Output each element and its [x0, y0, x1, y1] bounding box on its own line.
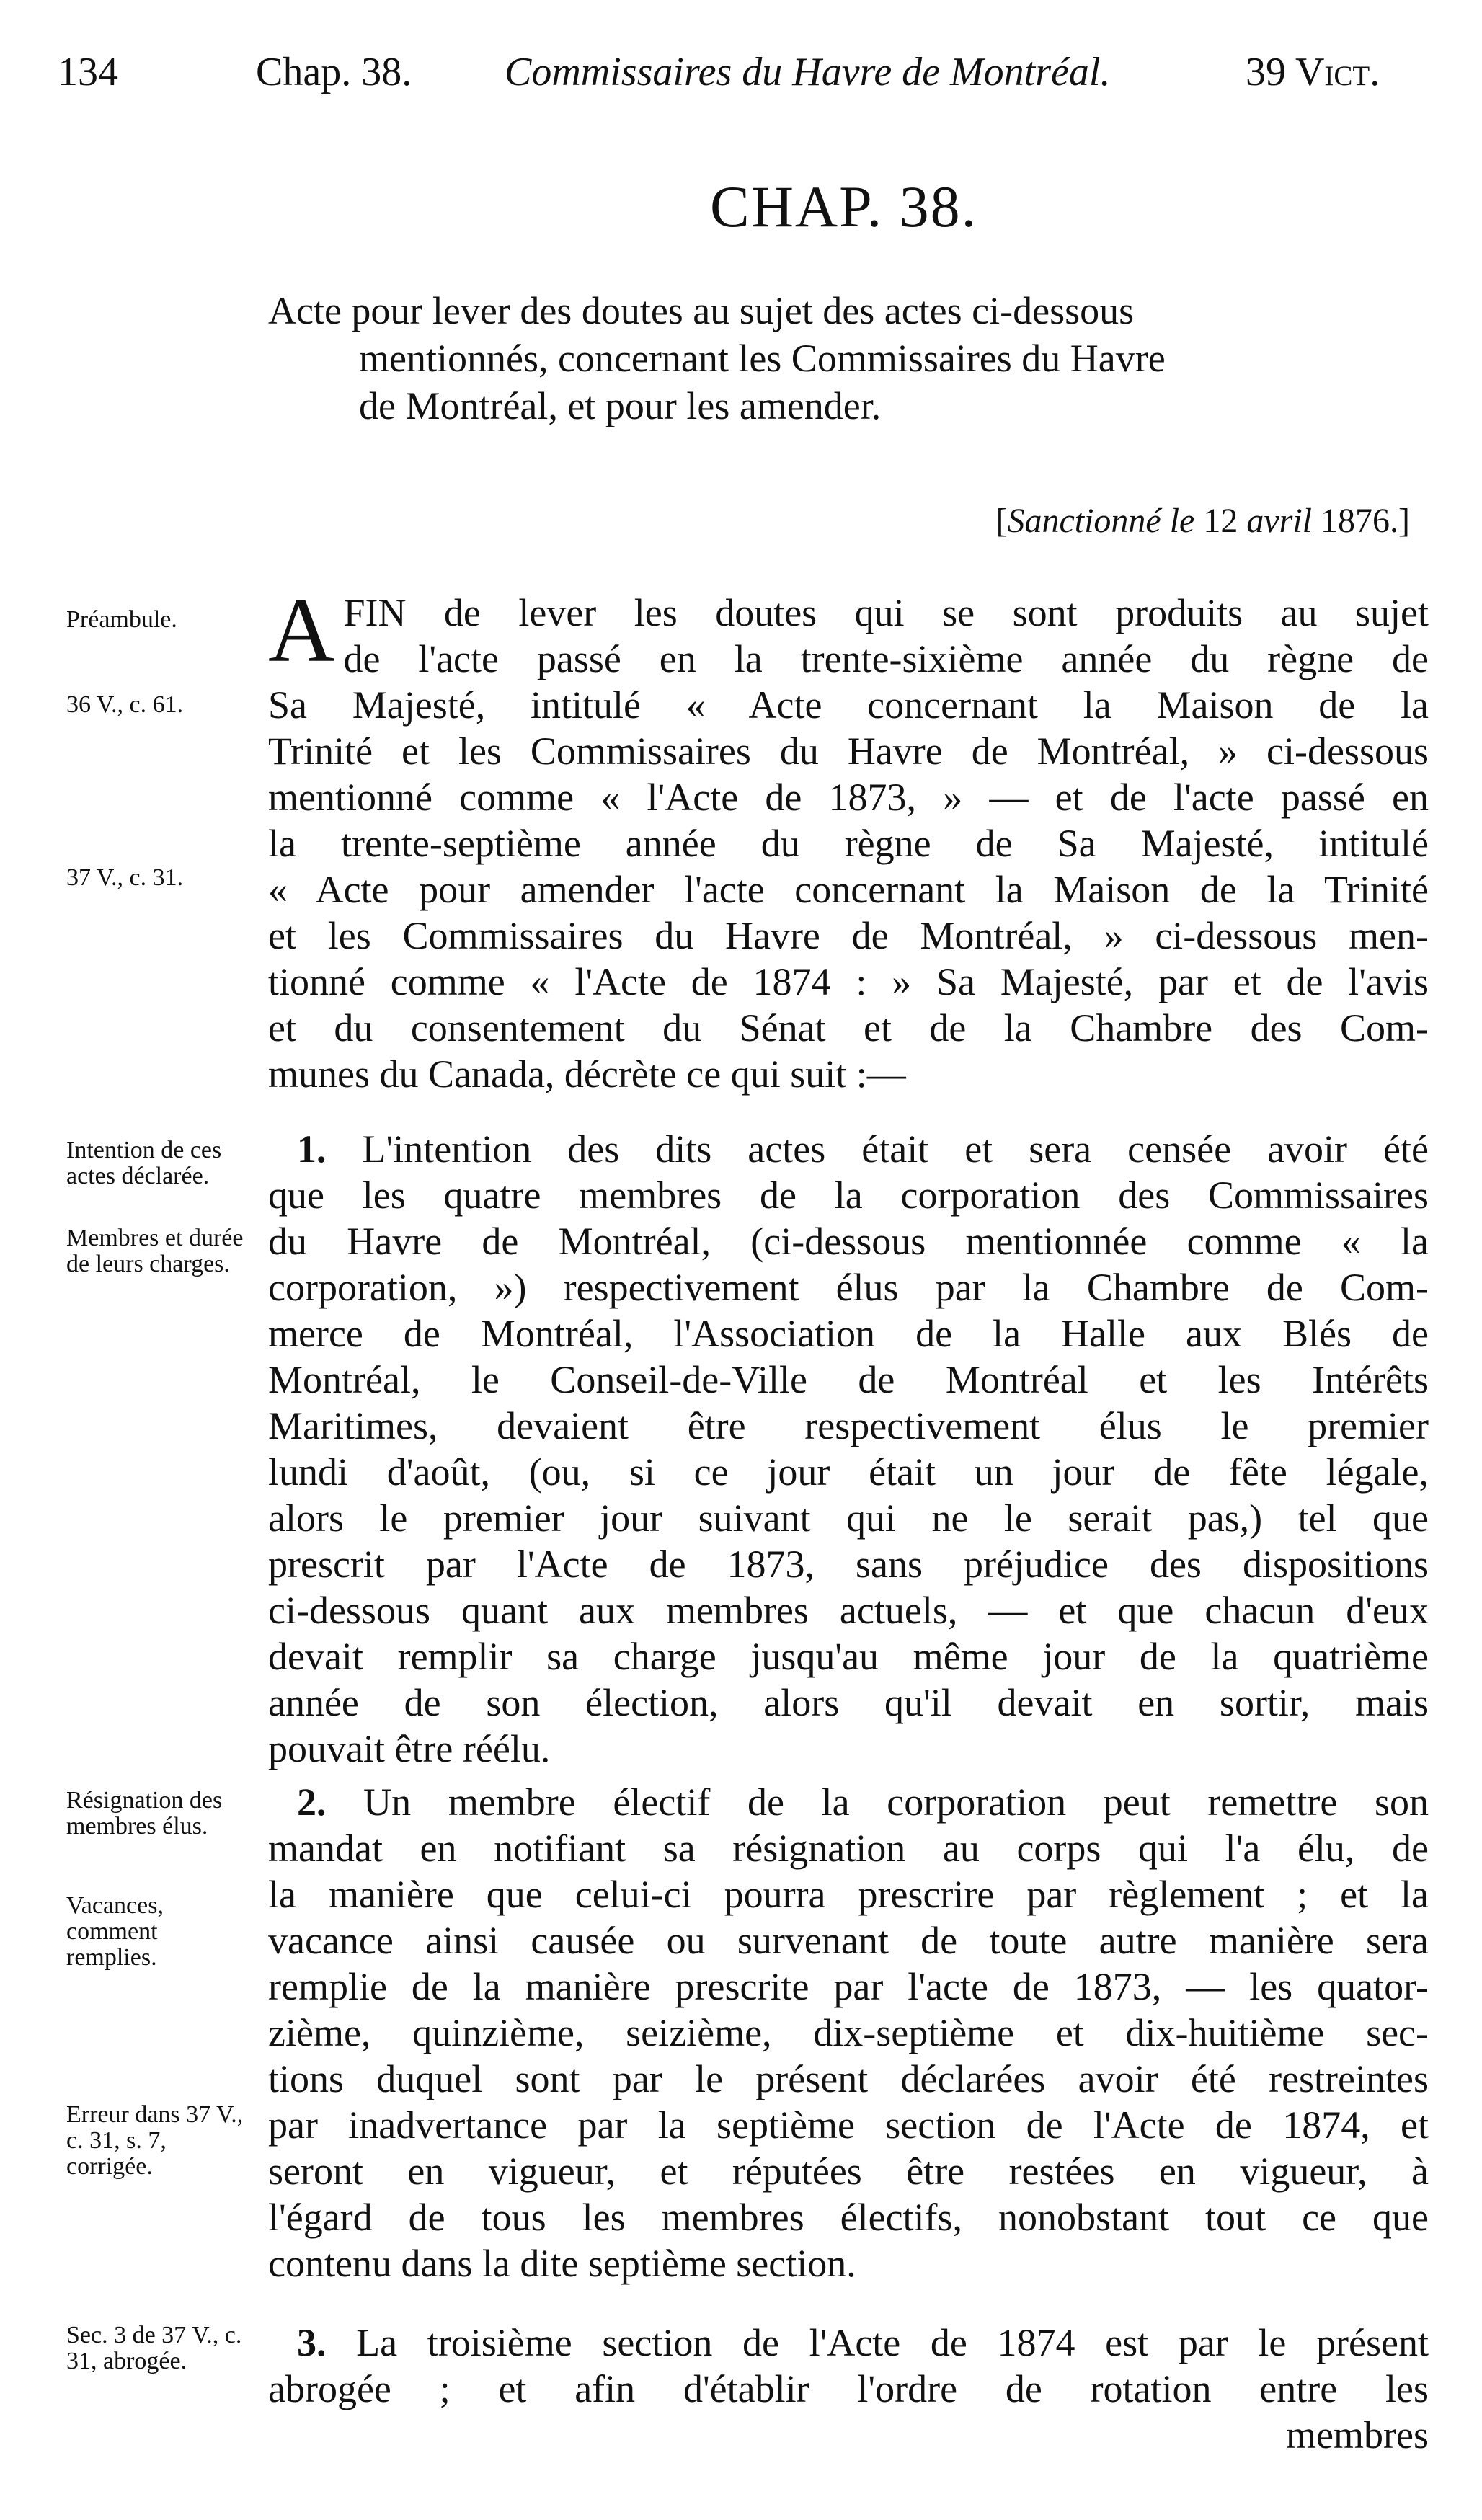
section-1-line: lundi d'août, (ou, si ce jour était un jour de fête légale, — [268, 1450, 1429, 1494]
section-1-line: Maritimes, devaient être respectivement élus le premier — [268, 1404, 1429, 1447]
margin-note-sec3-repealed: Sec. 3 de 37 V., c. 31, abrogée. — [66, 2322, 242, 2374]
section-1-line: alors le premier jour suivant qui ne le serait pas,) tel que — [268, 1496, 1429, 1540]
section-3 — [268, 2320, 1429, 2458]
section-2 — [268, 1779, 1429, 2286]
section-2-line: zième, quinzième, seizième, dix-septième et dix-huitième sec- — [268, 2011, 1429, 2054]
assent-day: 12 — [1203, 502, 1238, 540]
preamble-line: « Acte pour amender l'acte concernant la Maison de la Trinité — [268, 868, 1429, 911]
section-3-first-line — [268, 2320, 1429, 2366]
margin-note-vacancies: Vacances, comment remplies. — [66, 1892, 164, 1971]
section-1-line: ci-dessous quant aux membres actuels, — et que chacun d'eux — [268, 1589, 1429, 1632]
preamble-line: la trente-septième année du règne de Sa Majesté, intitulé — [268, 822, 1429, 865]
section-1-line: pouvait être réélu. — [268, 1727, 551, 1770]
section-3-line: abrogée ; et afin d'établir l'ordre de rotation entre les — [268, 2367, 1429, 2410]
chapter-title: CHAP. 38. — [710, 174, 978, 239]
preamble-line: FIN de lever les doutes qui se sont produits au sujet — [343, 591, 1429, 634]
drop-cap: A — [268, 579, 335, 681]
section-2-line: vacance ainsi causée ou survenant de toute autre manière sera — [268, 1919, 1429, 1962]
section-1-line: merce de Montréal, l'Association de la Halle aux Blés de — [268, 1312, 1429, 1355]
section-2-line: mandat en notifiant sa résignation au corps qui l'a élu, de — [268, 1827, 1429, 1870]
catchword: membres — [1286, 2413, 1429, 2457]
margin-note-error-corrected: Erreur dans 37 V., c. 31, s. 7, corrigée. — [66, 2101, 244, 2180]
act-long-title-line: de Montréal, et pour les amender. — [359, 384, 882, 427]
assent-bracket: [ — [995, 502, 1008, 540]
preamble — [268, 579, 1429, 1097]
section-2-line: la manière que celui-ci pourra prescrire par règlement ; et la — [268, 1873, 1429, 1916]
section-1-line: que les quatre membres de la corporation des Commissaires — [268, 1174, 1429, 1217]
section-text: L'intention des dits actes était et sera censée avoir été — [362, 1127, 1429, 1171]
section-2-line: remplie de la manière prescrite par l'acte de 1873, — les quator- — [268, 1965, 1429, 2008]
preamble-line: et les Commissaires du Havre de Montréal, » ci-dessous men- — [268, 914, 1429, 957]
margin-note-intention: Intention de ces actes déclarée. — [66, 1137, 222, 1189]
preamble-line: mentionné comme « l'Acte de 1873, » — et de l'acte passé en — [268, 776, 1429, 819]
section-1-line: du Havre de Montréal, (ci-dessous mentionnée comme « la — [268, 1220, 1429, 1263]
preamble-line: de l'acte passé en la trente-sixième année du règne de — [343, 637, 1429, 680]
section-2-line: par inadvertance par la septième section de l'Acte de 1874, et — [268, 2103, 1429, 2147]
section-1-line: Montréal, le Conseil-de-Ville de Montréal et les Intérêts — [268, 1358, 1429, 1401]
margin-note-resignation: Résignation des membres élus. — [66, 1787, 223, 1840]
margin-note-preamble: Préambule. — [66, 606, 177, 633]
section-1-line: prescrit par l'Acte de 1873, sans préjudice des dispositions — [268, 1543, 1429, 1586]
running-title: Commissaires du Havre de Montréal. — [505, 50, 1111, 94]
preamble-line: Trinité et les Commissaires du Havre de Montréal, » ci-dessous — [268, 729, 1429, 773]
header-chapter: Chap. 38. — [256, 50, 412, 94]
section-1-line: devait remplir sa charge jusqu'au même jour de la quatrième — [268, 1635, 1429, 1678]
assent-year: 1876.] — [1321, 502, 1410, 540]
section-number: 2. — [297, 1780, 327, 1824]
margin-note-act-37: 37 V., c. 31. — [66, 864, 184, 891]
act-long-title — [268, 287, 1429, 430]
assent-date — [995, 501, 1410, 541]
section-number: 3. — [297, 2321, 327, 2364]
assent-month: avril — [1246, 502, 1313, 540]
section-text: Un membre électif de la corporation peut remettre son — [363, 1780, 1429, 1824]
section-1-line: année de son élection, alors qu'il devait en sortir, mais — [268, 1681, 1429, 1724]
section-1-line: corporation, ») respectivement élus par la Chambre de Com- — [268, 1266, 1429, 1309]
section-2-line: tions duquel sont par le présent déclarées avoir été restreintes — [268, 2057, 1429, 2100]
act-long-title-line: Acte pour lever des doutes au sujet des actes ci-dessous — [268, 289, 1135, 332]
section-number: 1. — [297, 1127, 327, 1171]
page-number: 134 — [58, 50, 118, 94]
section-text: La troisième section de l'Acte de 1874 est par le présent — [356, 2321, 1429, 2364]
preamble-line: et du consentement du Sénat et de la Chambre des Com- — [268, 1006, 1429, 1050]
margin-note-members-term: Membres et durée de leurs charges. — [66, 1225, 244, 1277]
act-long-title-line: mentionnés, concernant les Commissaires du Havre — [359, 337, 1166, 380]
preamble-line: Sa Majesté, intitulé « Acte concernant la Maison de la — [268, 683, 1429, 727]
assent-label: Sanctionné le — [1007, 502, 1195, 540]
section-1 — [268, 1126, 1429, 1772]
preamble-line: munes du Canada, décrète ce qui suit :— — [268, 1052, 906, 1096]
section-2-line: seront en vigueur, et réputées être restées en vigueur, à — [268, 2149, 1429, 2193]
section-2-line: l'égard de tous les membres électifs, nonobstant tout ce que — [268, 2196, 1429, 2239]
preamble-line: tionné comme « l'Acte de 1874 : » Sa Majesté, par et de l'avis — [268, 960, 1429, 1003]
regnal-year: 39 Vict. — [1246, 50, 1380, 94]
margin-note-act-36: 36 V., c. 61. — [66, 691, 184, 718]
section-2-first-line — [268, 1779, 1429, 1825]
section-2-line: contenu dans la dite septième section. — [268, 2242, 856, 2285]
section-1-first-line — [268, 1126, 1429, 1172]
